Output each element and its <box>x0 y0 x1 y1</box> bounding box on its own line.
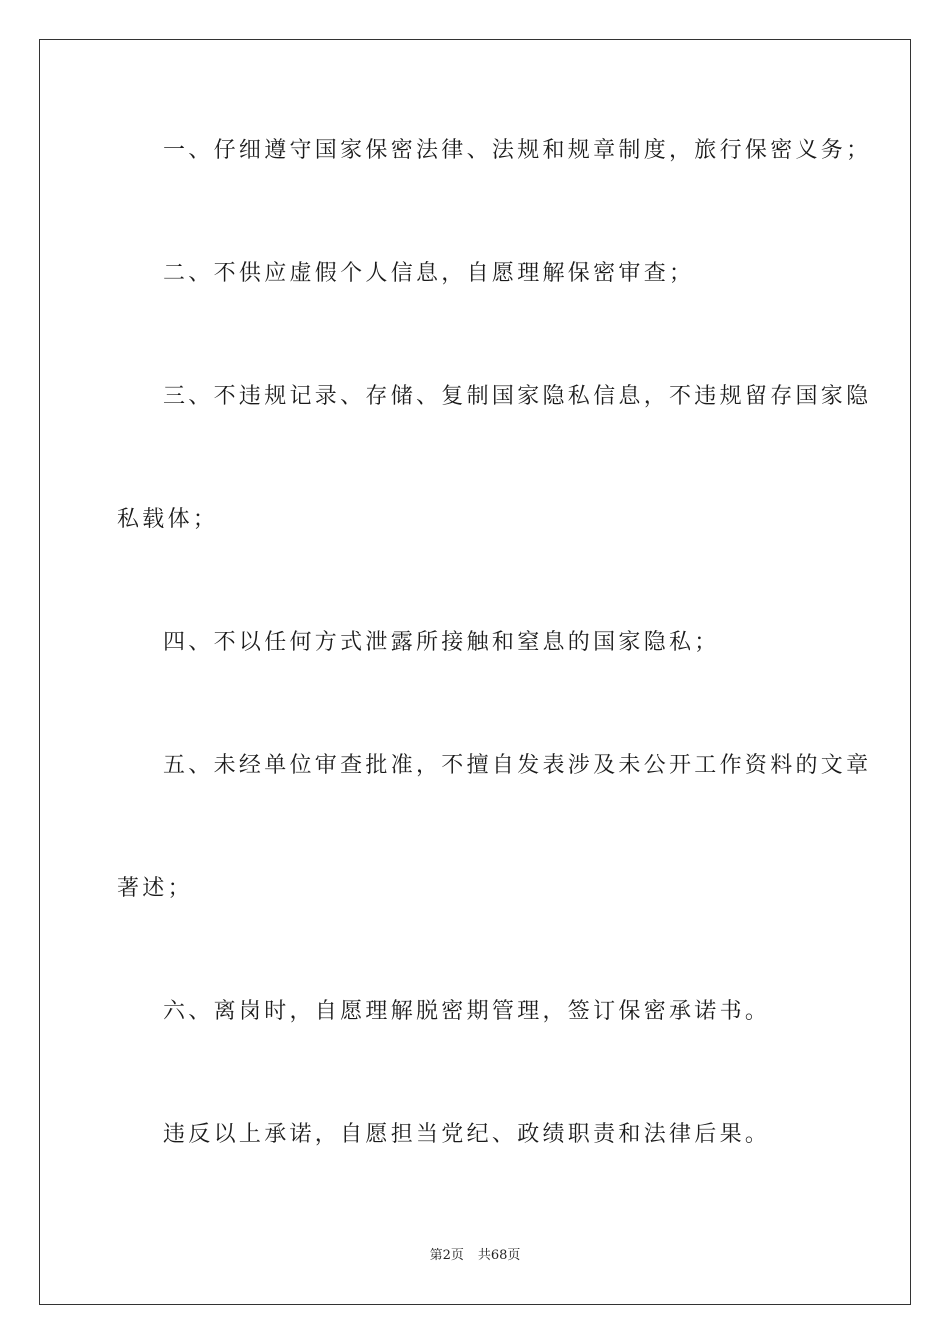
clause-six: 六、离岗时，自愿理解脱密期管理，签订保密承诺书。 <box>163 999 771 1024</box>
clause-five-continuation: 著述； <box>117 876 193 901</box>
clause-four: 四、不以任何方式泄露所接触和窒息的国家隐私； <box>163 630 720 655</box>
page-frame <box>39 39 911 1305</box>
page-number: 第2页 <box>429 1248 464 1263</box>
clause-two: 二、不供应虚假个人信息，自愿理解保密审查； <box>163 261 695 286</box>
clause-one: 一、仔细遵守国家保密法律、法规和规章制度，旅行保密义务； <box>163 138 872 163</box>
closing-statement: 违反以上承诺，自愿担当党纪、政绩职责和法律后果。 <box>163 1122 771 1147</box>
page-total: 共68页 <box>477 1248 521 1263</box>
page-footer <box>0 1247 950 1265</box>
clause-three: 三、不违规记录、存储、复制国家隐私信息，不违规留存国家隐 <box>163 384 872 409</box>
clause-five: 五、未经单位审查批准，不擅自发表涉及未公开工作资料的文章 <box>163 753 872 778</box>
clause-three-continuation: 私载体； <box>117 507 219 532</box>
